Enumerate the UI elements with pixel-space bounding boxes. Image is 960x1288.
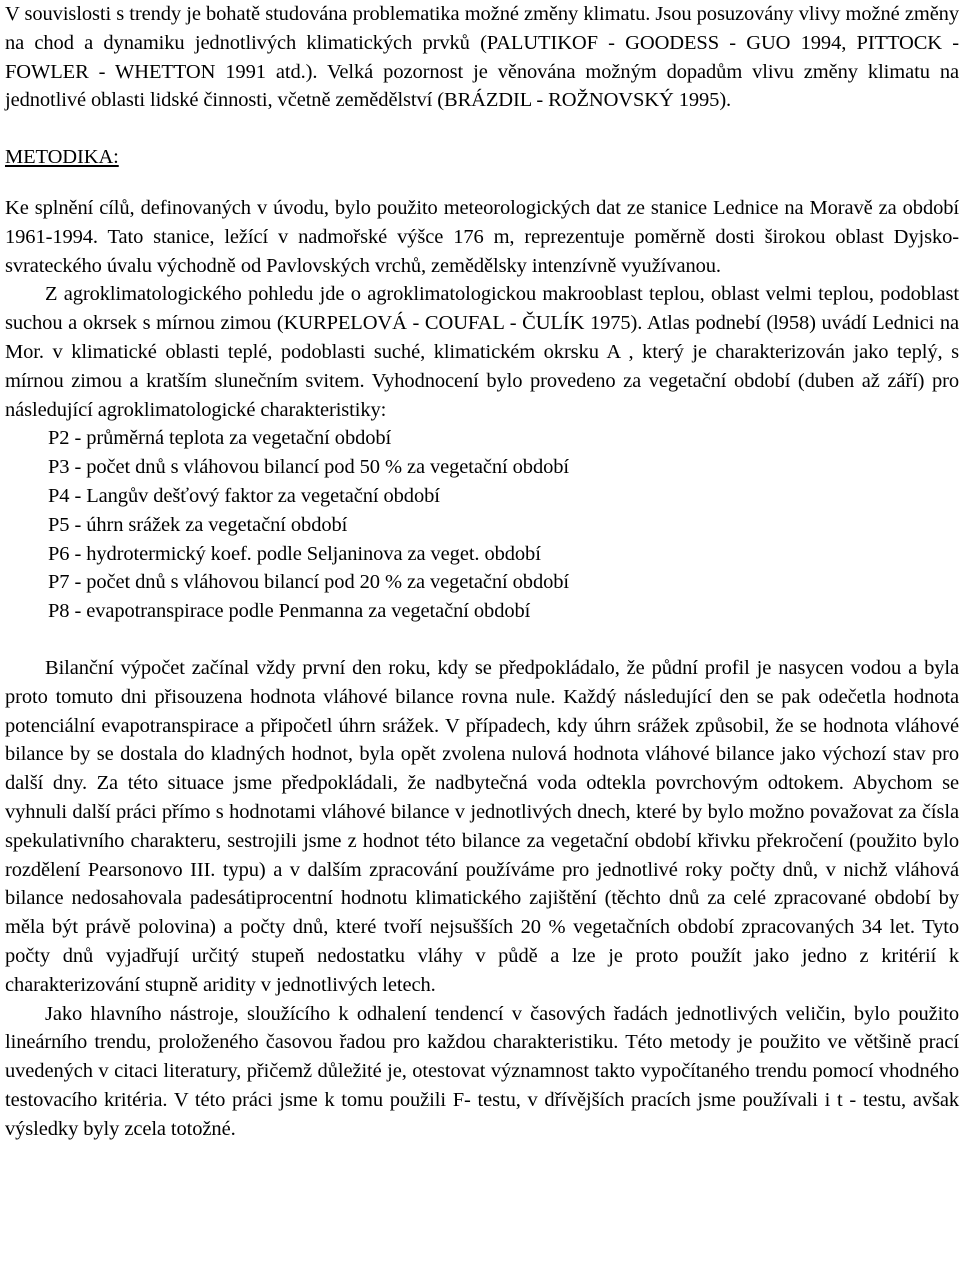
spacer [5, 626, 959, 654]
list-item: P6 - hydrotermický koef. podle Seljaninova za veget. období [48, 542, 541, 565]
list-item: P2 - průměrná teplota za vegetační období [48, 427, 392, 450]
methods-paragraph-1: Ke splnění cílů, definovaných v úvodu, bylo použito meteorologických dat ze stanice Lednice na Moravě za období 1961-1994. Tato stanice, ležící v nadmořské výšce 176 m, reprezentuje poměrně dosti širokou oblast Dyjsko-svrateckého úvalu východně od Pavlovských vrchů, zemědělsky intenzívně využívanou. [5, 196, 959, 277]
list-item: P5 - úhrn srážek za vegetační období [48, 513, 348, 536]
list-item: P3 - počet dnů s vláhovou bilancí pod 50 % za vegetační období [48, 456, 569, 479]
trend-paragraph: Jako hlavního nástroje, sloužícího k odhalení tendencí v časových řadách jednotlivých veličin, bylo použito lineárního trendu, proloženého časovou řadou pro každou charakteristiku. Této metody je použito ve většině prací uvedených v citaci literatury, přičemž důležité je, otestovat významnost takto vypočítaného trendu pomocí vhodného testovacího kritéria. V této práci jsme k tomu použili F- testu, v dřívějších pracích jsme používali i t - testu, avšak výsledky byly zcela totožné. [5, 1002, 959, 1140]
list-item: P4 - Langův dešťový faktor za vegetační období [48, 484, 440, 507]
list-item: P7 - počet dnů s vláhovou bilancí pod 20 % za vegetační období [48, 571, 569, 594]
section-heading [5, 143, 959, 172]
intro-paragraph: V souvislosti s trendy je bohatě studována problematika možné změny klimatu. Jsou posuzovány vlivy možné změny na chod a dynamiku jednotlivých klimatických prvků (PALUTIKOF - GOODESS - GUO 1994, PITTOCK - FOWLER - WHETTON 1991 atd.). Velká pozornost je věnována možným dopadům vlivu změny klimatu na jednotlivé oblasti lidské činnosti, včetně zemědělství (BRÁZDIL - ROŽNOVSKÝ 1995). [5, 3, 959, 112]
methods-heading: METODIKA: [5, 146, 119, 169]
balance-paragraph: Bilanční výpočet začínal vždy první den roku, kdy se předpokládalo, že půdní profil je nasycen vodou a byla proto tomuto dni přisouzena hodnota vláhové bilance rovna nule. Každý následující den se pak odečetla hodnota potenciální evapotranspirace a připočetl úhrn srážek. V případech, kdy úhrn srážek způsobil, že se hodnota vláhové bilance by se dostala do kladných hodnot, byla opět zvolena nulová hodnota vláhové bilance jako výchozí stav pro další dny. Za této situace jsme předpokládali, že nadbytečná voda odtekla povrchovým odtokem. Abychom se vyhnuli další práci přímo s hodnotami vláhové bilance v jednotlivých dnech, které by bylo možno považovat za čísla spekulativního charakteru, sestrojili jsme z hodnot této bilance za vegetační období křivku překročení (použito bylo rozdělení Pearsonovo III. typu) a v dalším zpracování používáme pro jednotlivé roky počty dnů, v nichž vláhová bilance nedosahovala padesátiprocentní hodnotu klimatického zajištění (těchto dnů za celé zpracované období by měla být právě polovina) a počty dnů, které tvoří nejsušších 20 % vegetačních období zpracovaných 34 let. Tyto počty dnů vyjadřují určitý stupeň nedostatku vláhy v půdě a lze je proto použít jako jedno z kritérií k charakterizování stupně aridity v jednotlivých letech. [5, 656, 959, 996]
methods-paragraph-2: Z agroklimatologického pohledu jde o agroklimatologickou makrooblast teplou, oblast velmi teplou, podoblast suchou a okrsek s mírnou zimou (KURPELOVÁ - COUFAL - ČULÍK 1975). Atlas podnebí (l958) uvádí Lednici na Mor. v klimatické oblasti teplé, podoblasti suché, klimatickém okrsku A , který je charakterizován jako teplý, s mírnou zimou a kratším slunečním svitem. Vyhodnocení bylo provedeno za vegetační období (duben až září) pro následující agroklimatologické charakteristiky: [5, 283, 959, 421]
parameter-list [5, 424, 959, 626]
document-page [5, 0, 959, 1143]
list-item: P8 - evapotranspirace podle Penmanna za vegetační období [48, 600, 531, 623]
